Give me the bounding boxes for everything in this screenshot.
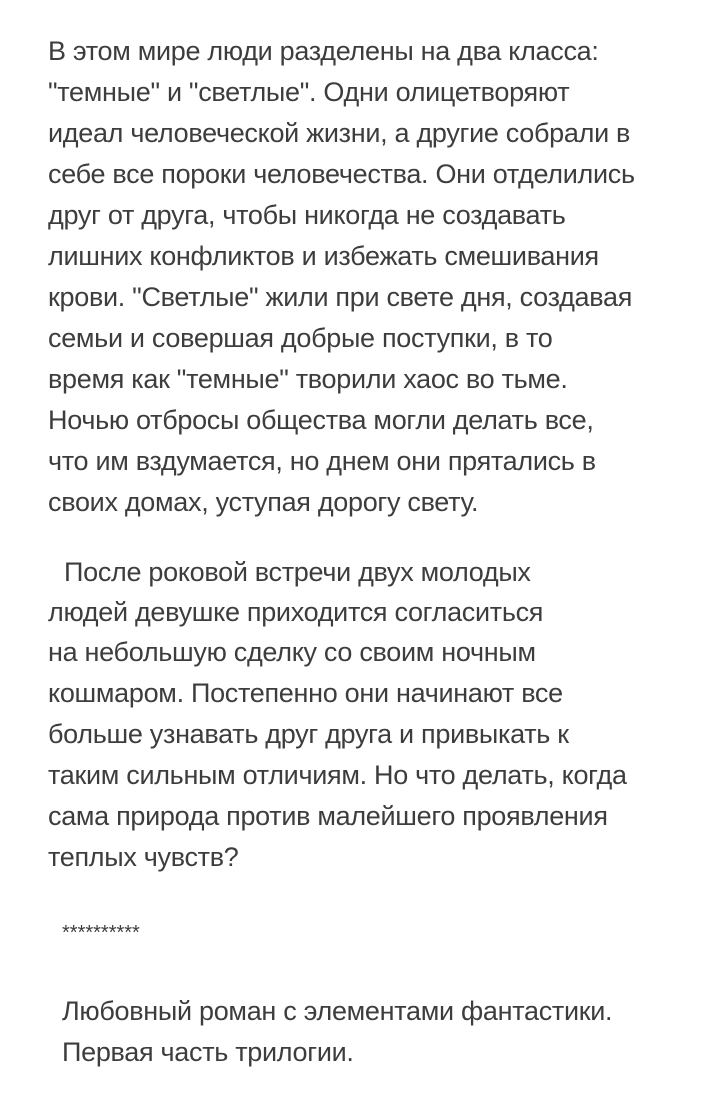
text-line: Любовный роман с элементами фантастики. [62, 996, 613, 1026]
text-line: время как "темные" творили хаос во тьме. [48, 364, 568, 394]
text-line: себе все пороки человечества. Они отделились [48, 159, 635, 189]
text-line: таким сильным отличиям. Но что делать, когда [48, 760, 627, 790]
text-line: идеал человеческой жизни, а другие собрали в [48, 118, 631, 148]
text-line: теплых чувств? [48, 842, 239, 872]
text-line: После роковой встречи двух молодых [64, 557, 531, 587]
text-line: людей девушке приходится согласиться [48, 597, 544, 627]
section-separator: ********** [62, 922, 140, 944]
text-line: своих домах, уступая дорогу свету. [48, 487, 479, 517]
text-line: друг от друга, чтобы никогда не создавать [48, 200, 566, 230]
text-line: семьи и совершая добрые поступки, в то [48, 323, 553, 353]
text-line: кошмаром. Постепенно они начинают все [48, 678, 563, 708]
text-line: "темные" и "светлые". Одни олицетворяют [48, 77, 570, 107]
text-line: на небольшую сделку со своим ночным [48, 637, 536, 667]
text-line: лишних конфликтов и избежать смешивания [48, 241, 599, 271]
text-line: Первая часть трилогии. [62, 1037, 354, 1067]
text-line: больше узнавать друг друга и привыкать к [48, 719, 569, 749]
text-line: Ночью отбросы общества могли делать все, [48, 405, 594, 435]
text-line: сама природа против малейшего проявления [48, 801, 608, 831]
text-line: В этом мире люди разделены на два класса: [48, 36, 599, 66]
text-line: что им вздумается, но днем они прятались в [48, 446, 596, 476]
text-line: крови. "Светлые" жили при свете дня, создавая [48, 282, 633, 312]
